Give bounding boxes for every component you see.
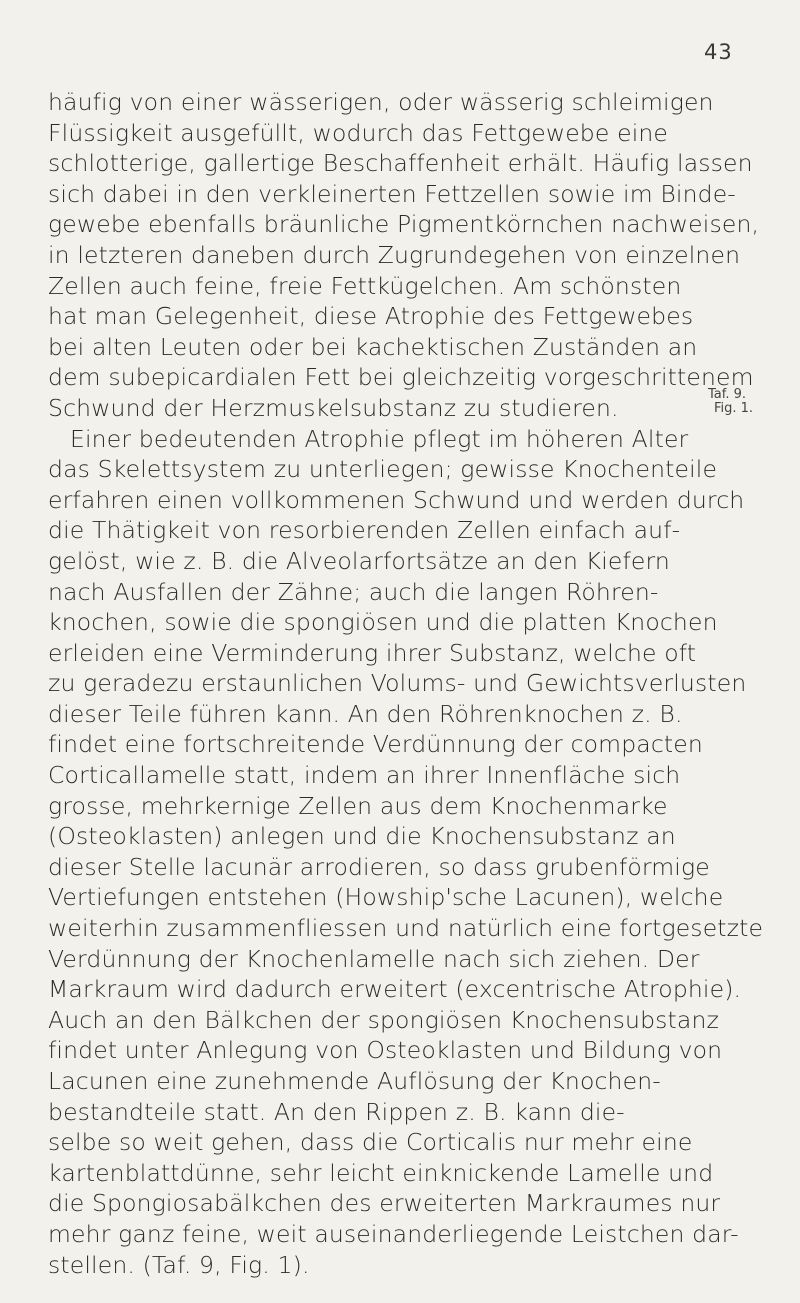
text-line: sich dabei in den verkleinerten Fettzellen sowie im Binde- <box>48 179 736 208</box>
text-line: dieser Teile führen kann. An den Röhrenknochen z. B. <box>48 699 683 728</box>
text-line: die Thätigkeit von resorbierenden Zellen einfach auf- <box>48 516 681 545</box>
body-text <box>48 87 764 1280</box>
text-line: findet unter Anlegung von Osteoklasten und Bildung von <box>48 1036 723 1065</box>
text-line: Verdünnung der Knochenlamelle nach sich ziehen. Der <box>48 944 700 973</box>
margin-note-figure: Fig. 1. <box>714 401 754 416</box>
margin-note-plate: Taf. 9. <box>708 387 747 402</box>
text-line: in letzteren daneben durch Zugrundegehen von einzelnen <box>48 240 741 269</box>
text-line: zu geradezu erstaunlichen Volums- und Gewichtsverlusten <box>48 669 747 698</box>
text-line: selbe so weit gehen, dass die Corticalis nur mehr eine <box>48 1128 693 1157</box>
text-line: Auch an den Bälkchen der spongiösen Knochensubstanz <box>48 1005 719 1034</box>
text-line: grosse, mehrkernige Zellen aus dem Knochenmarke <box>48 791 668 820</box>
text-line: kartenblattdünne, sehr leicht einknickende Lamelle und <box>48 1158 714 1187</box>
text-line: findet eine fortschreitende Verdünnung der compacten <box>48 730 703 759</box>
text-line: nach Ausfallen der Zähne; auch die langen Röhren- <box>48 577 659 606</box>
text-line: Vertiefungen entstehen (Howship'sche Lacunen), welche <box>48 883 724 912</box>
text-line: Zellen auch feine, freie Fettkügelchen. Am schönsten <box>48 271 682 300</box>
text-line: stellen. (Taf. 9, Fig. 1). <box>48 1250 310 1279</box>
text-line: das Skelettsystem zu unterliegen; gewisse Knochenteile <box>48 455 718 484</box>
text-line: die Spongiosabälkchen des erweiterten Markraumes nur <box>48 1189 721 1218</box>
text-line: hat man Gelegenheit, diese Atrophie des Fettgewebes <box>48 302 694 331</box>
text-line: erleiden eine Verminderung ihrer Substanz, welche oft <box>48 638 697 667</box>
text-line: mehr ganz feine, weit auseinanderliegende Leistchen dar- <box>48 1219 739 1248</box>
text-line: Corticallamelle statt, indem an ihrer Innenfläche sich <box>48 761 681 790</box>
text-line: häufig von einer wässerigen, oder wässerig schleimigen <box>48 88 714 116</box>
text-line: Markraum wird dadurch erweitert (excentrische Atrophie). <box>48 975 742 1004</box>
text-line: Lacunen eine zunehmende Auflösung der Knochen- <box>48 1067 661 1095</box>
text-line: erfahren einen vollkommenen Schwund und werden durch <box>48 485 745 514</box>
text-line: schlotterige, gallertige Beschaffenheit erhält. Häufig lassen <box>48 149 753 178</box>
text-line: dieser Stelle lacunär arrodieren, so dass grubenförmige <box>48 852 710 881</box>
text-line: dem subepicardialen Fett bei gleichzeitig vorgeschrittenem <box>48 363 754 392</box>
text-line: (Osteoklasten) anlegen und die Knochensubstanz an <box>48 822 676 851</box>
text-line: Flüssigkeit ausgefüllt, wodurch das Fettgewebe eine <box>48 118 669 147</box>
text-line: knochen, sowie die spongiösen und die platten Knochen <box>48 608 718 637</box>
paragraph-start-line: Einer bedeutenden Atrophie pflegt im höheren Alter <box>70 424 689 453</box>
text-line: Schwund der Herzmuskelsubstanz zu studieren. <box>48 393 619 422</box>
text-line: gelöst, wie z. B. die Alveolarfortsätze an den Kiefern <box>48 546 670 575</box>
page-number: 43 <box>704 40 733 64</box>
text-line: gewebe ebenfalls bräunliche Pigmentkörnchen nachweisen, <box>48 210 760 239</box>
margin-note-figure-reference <box>708 388 768 416</box>
text-line: weiterhin zusammenfliessen und natürlich eine fortgesetzte <box>48 914 764 943</box>
text-line: bestandteile statt. An den Rippen z. B. kann die- <box>48 1097 625 1126</box>
text-line: bei alten Leuten oder bei kachektischen Zuständen an <box>48 332 698 361</box>
